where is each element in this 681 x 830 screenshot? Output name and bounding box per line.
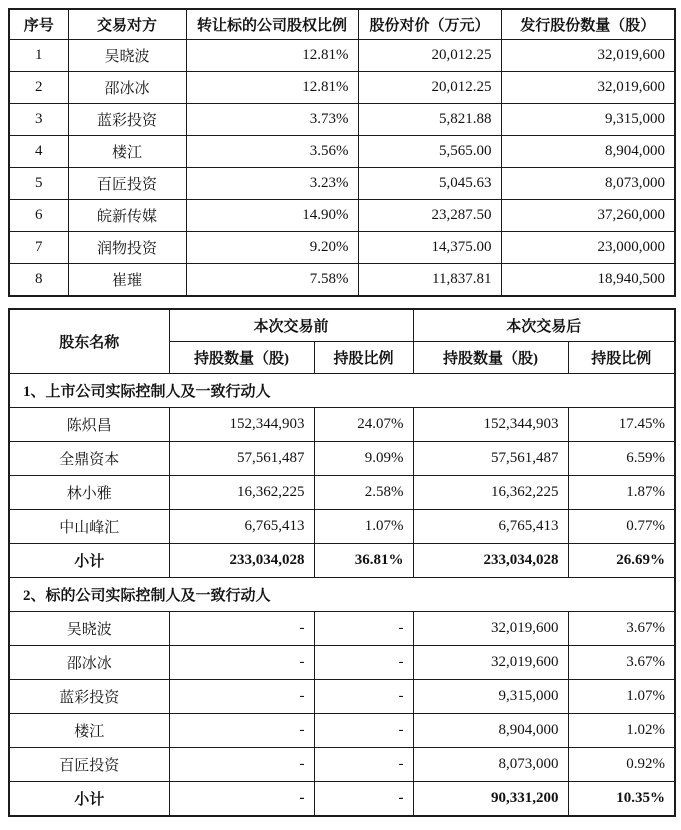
cell-index: 3 bbox=[9, 104, 68, 136]
cell-pct-after: 0.77% bbox=[568, 510, 675, 544]
column-header-shares-issued: 发行股份数量（股） bbox=[501, 9, 675, 40]
cell-consideration: 5,821.88 bbox=[358, 104, 501, 136]
cell-shares-issued: 23,000,000 bbox=[501, 232, 675, 264]
table-row bbox=[9, 612, 675, 646]
cell-qty-before: 6,765,413 bbox=[169, 510, 314, 544]
cell-qty-after: 90,331,200 bbox=[413, 782, 568, 817]
cell-shareholder-name: 百匠投资 bbox=[9, 748, 169, 782]
column-header-consideration: 股份对价（万元） bbox=[358, 9, 501, 40]
cell-qty-before: - bbox=[169, 714, 314, 748]
cell-consideration: 20,012.25 bbox=[358, 72, 501, 104]
column-header-counterparty: 交易对方 bbox=[68, 9, 186, 40]
table-row bbox=[9, 442, 675, 476]
cell-shareholder-name: 小计 bbox=[9, 544, 169, 578]
cell-pct-after: 26.69% bbox=[568, 544, 675, 578]
group-header-before: 本次交易前 bbox=[169, 309, 413, 342]
share-transfer-table bbox=[8, 8, 676, 297]
cell-qty-after: 6,765,413 bbox=[413, 510, 568, 544]
cell-counterparty: 邵冰冰 bbox=[68, 72, 186, 104]
cell-shares-issued: 9,315,000 bbox=[501, 104, 675, 136]
cell-pct-before: 24.07% bbox=[314, 408, 413, 442]
cell-equity-ratio: 12.81% bbox=[186, 72, 358, 104]
column-header-qty-before: 持股数量（股) bbox=[169, 342, 314, 374]
cell-qty-before: 16,362,225 bbox=[169, 476, 314, 510]
cell-qty-before: - bbox=[169, 646, 314, 680]
share-transfer-table-body bbox=[9, 40, 675, 297]
group-header-after: 本次交易后 bbox=[413, 309, 675, 342]
column-header-equity-ratio: 转让标的公司股权比例 bbox=[186, 9, 358, 40]
table-row bbox=[9, 408, 675, 442]
section-title: 2、标的公司实际控制人及一致行动人 bbox=[9, 578, 675, 612]
cell-qty-before: - bbox=[169, 748, 314, 782]
table-row bbox=[9, 748, 675, 782]
cell-qty-after: 233,034,028 bbox=[413, 544, 568, 578]
cell-consideration: 11,837.81 bbox=[358, 264, 501, 297]
cell-qty-after: 57,561,487 bbox=[413, 442, 568, 476]
cell-shareholder-name: 楼江 bbox=[9, 714, 169, 748]
cell-qty-before: 233,034,028 bbox=[169, 544, 314, 578]
cell-counterparty: 崔璀 bbox=[68, 264, 186, 297]
cell-pct-before: 36.81% bbox=[314, 544, 413, 578]
table-row bbox=[9, 136, 675, 168]
cell-counterparty: 吴晓波 bbox=[68, 40, 186, 72]
section-header-row bbox=[9, 374, 675, 408]
cell-shareholder-name: 邵冰冰 bbox=[9, 646, 169, 680]
cell-pct-after: 0.92% bbox=[568, 748, 675, 782]
cell-pct-after: 3.67% bbox=[568, 646, 675, 680]
table-row bbox=[9, 510, 675, 544]
shareholding-table-body bbox=[9, 374, 675, 817]
cell-qty-after: 32,019,600 bbox=[413, 646, 568, 680]
table-row bbox=[9, 40, 675, 72]
cell-shareholder-name: 陈炽昌 bbox=[9, 408, 169, 442]
table-row bbox=[9, 168, 675, 200]
cell-index: 1 bbox=[9, 40, 68, 72]
cell-shares-issued: 32,019,600 bbox=[501, 40, 675, 72]
cell-pct-before: - bbox=[314, 612, 413, 646]
cell-shareholder-name: 小计 bbox=[9, 782, 169, 817]
cell-qty-after: 16,362,225 bbox=[413, 476, 568, 510]
cell-pct-after: 17.45% bbox=[568, 408, 675, 442]
table-row bbox=[9, 232, 675, 264]
cell-consideration: 14,375.00 bbox=[358, 232, 501, 264]
cell-equity-ratio: 3.56% bbox=[186, 136, 358, 168]
cell-consideration: 20,012.25 bbox=[358, 40, 501, 72]
cell-pct-before: - bbox=[314, 680, 413, 714]
table-row bbox=[9, 264, 675, 297]
cell-pct-after: 1.87% bbox=[568, 476, 675, 510]
cell-counterparty: 蓝彩投资 bbox=[68, 104, 186, 136]
cell-pct-after: 1.02% bbox=[568, 714, 675, 748]
share-transfer-table-header bbox=[9, 9, 675, 40]
cell-pct-before: - bbox=[314, 748, 413, 782]
column-header-pct-before: 持股比例 bbox=[314, 342, 413, 374]
cell-pct-after: 3.67% bbox=[568, 612, 675, 646]
cell-qty-before: 57,561,487 bbox=[169, 442, 314, 476]
cell-shareholder-name: 蓝彩投资 bbox=[9, 680, 169, 714]
cell-qty-after: 9,315,000 bbox=[413, 680, 568, 714]
cell-index: 7 bbox=[9, 232, 68, 264]
cell-qty-after: 32,019,600 bbox=[413, 612, 568, 646]
cell-pct-before: - bbox=[314, 714, 413, 748]
column-header-qty-after: 持股数量（股) bbox=[413, 342, 568, 374]
cell-equity-ratio: 14.90% bbox=[186, 200, 358, 232]
cell-shares-issued: 8,073,000 bbox=[501, 168, 675, 200]
cell-pct-after: 10.35% bbox=[568, 782, 675, 817]
cell-counterparty: 百匠投资 bbox=[68, 168, 186, 200]
table-row bbox=[9, 714, 675, 748]
cell-equity-ratio: 12.81% bbox=[186, 40, 358, 72]
cell-pct-before: 9.09% bbox=[314, 442, 413, 476]
cell-qty-after: 152,344,903 bbox=[413, 408, 568, 442]
cell-shareholder-name: 吴晓波 bbox=[9, 612, 169, 646]
table-row bbox=[9, 200, 675, 232]
column-header-index: 序号 bbox=[9, 9, 68, 40]
shareholding-table-header bbox=[9, 309, 675, 374]
table-row bbox=[9, 680, 675, 714]
cell-shares-issued: 32,019,600 bbox=[501, 72, 675, 104]
section-title: 1、上市公司实际控制人及一致行动人 bbox=[9, 374, 675, 408]
cell-qty-before: - bbox=[169, 782, 314, 817]
column-header-shareholder: 股东名称 bbox=[9, 309, 169, 374]
cell-pct-before: - bbox=[314, 646, 413, 680]
cell-shareholder-name: 全鼎资本 bbox=[9, 442, 169, 476]
cell-index: 8 bbox=[9, 264, 68, 297]
cell-shares-issued: 18,940,500 bbox=[501, 264, 675, 297]
column-header-pct-after: 持股比例 bbox=[568, 342, 675, 374]
section-header-row bbox=[9, 578, 675, 612]
cell-counterparty: 润物投资 bbox=[68, 232, 186, 264]
cell-pct-after: 1.07% bbox=[568, 680, 675, 714]
cell-qty-before: 152,344,903 bbox=[169, 408, 314, 442]
cell-consideration: 23,287.50 bbox=[358, 200, 501, 232]
cell-consideration: 5,045.63 bbox=[358, 168, 501, 200]
cell-pct-before: 2.58% bbox=[314, 476, 413, 510]
cell-index: 4 bbox=[9, 136, 68, 168]
cell-shares-issued: 8,904,000 bbox=[501, 136, 675, 168]
table-row bbox=[9, 476, 675, 510]
cell-shareholder-name: 中山峰汇 bbox=[9, 510, 169, 544]
cell-index: 6 bbox=[9, 200, 68, 232]
cell-qty-before: - bbox=[169, 680, 314, 714]
header-row-groups bbox=[9, 309, 675, 342]
table-row bbox=[9, 544, 675, 578]
cell-equity-ratio: 9.20% bbox=[186, 232, 358, 264]
cell-consideration: 5,565.00 bbox=[358, 136, 501, 168]
cell-equity-ratio: 3.73% bbox=[186, 104, 358, 136]
cell-qty-before: - bbox=[169, 612, 314, 646]
table-row bbox=[9, 72, 675, 104]
cell-index: 2 bbox=[9, 72, 68, 104]
cell-counterparty: 皖新传媒 bbox=[68, 200, 186, 232]
cell-pct-after: 6.59% bbox=[568, 442, 675, 476]
cell-shareholder-name: 林小雅 bbox=[9, 476, 169, 510]
cell-shares-issued: 37,260,000 bbox=[501, 200, 675, 232]
cell-pct-before: 1.07% bbox=[314, 510, 413, 544]
cell-equity-ratio: 3.23% bbox=[186, 168, 358, 200]
shareholding-table bbox=[8, 308, 676, 817]
cell-qty-after: 8,904,000 bbox=[413, 714, 568, 748]
cell-counterparty: 楼江 bbox=[68, 136, 186, 168]
cell-pct-before: - bbox=[314, 782, 413, 817]
cell-qty-after: 8,073,000 bbox=[413, 748, 568, 782]
table-row bbox=[9, 782, 675, 817]
cell-equity-ratio: 7.58% bbox=[186, 264, 358, 297]
cell-index: 5 bbox=[9, 168, 68, 200]
table-row bbox=[9, 104, 675, 136]
header-row bbox=[9, 9, 675, 40]
table-row bbox=[9, 646, 675, 680]
